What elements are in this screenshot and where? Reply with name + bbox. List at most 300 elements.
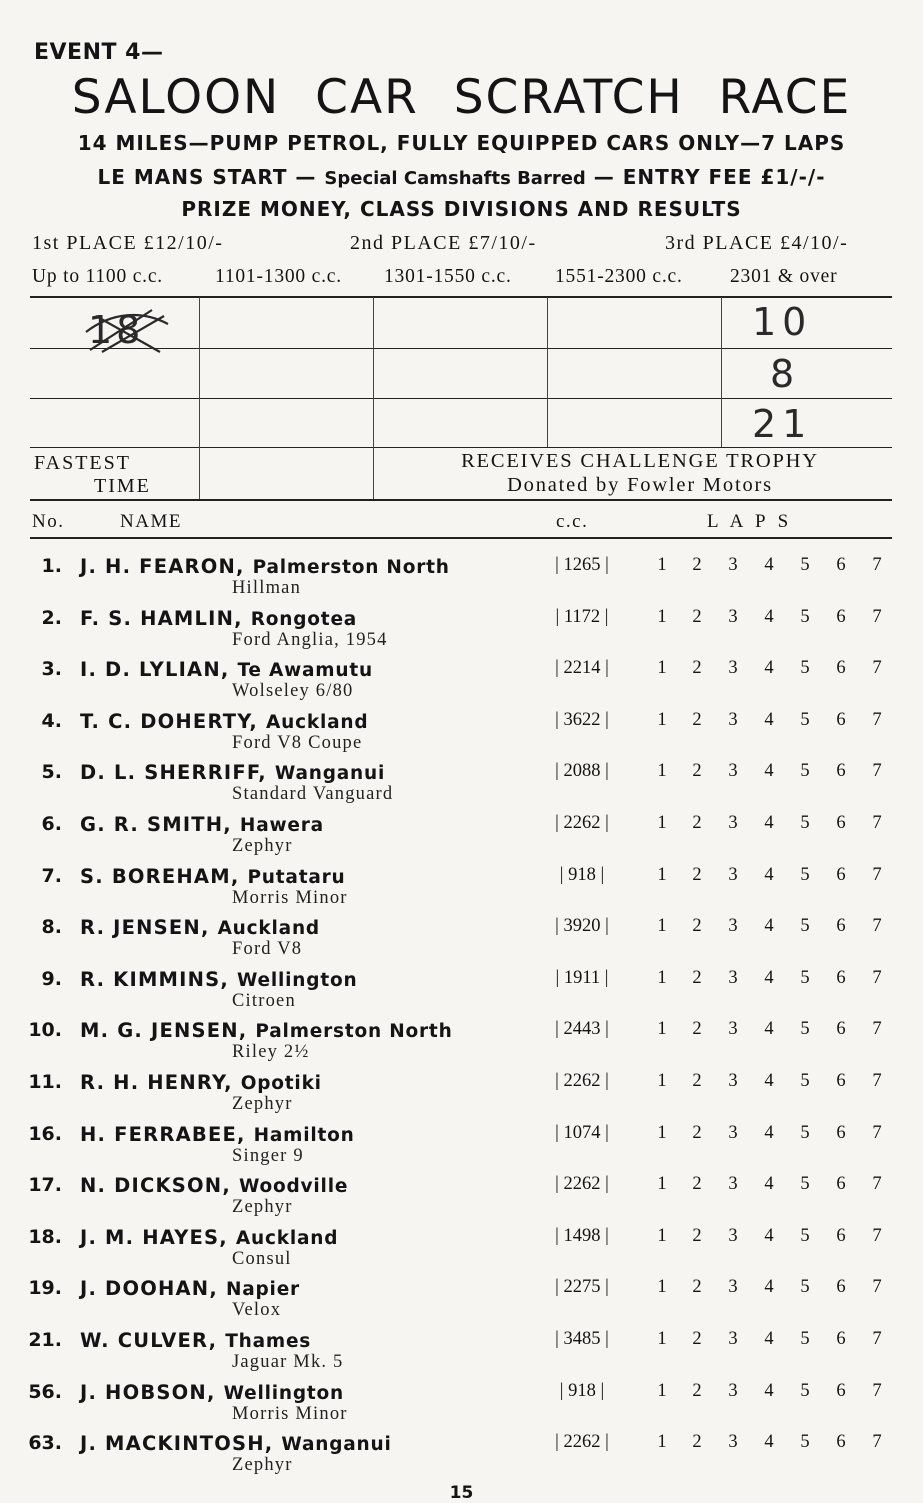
entry-car: Ford Anglia, 1954	[232, 629, 388, 650]
cc-value: 2262	[563, 813, 601, 833]
lap-number: 4	[764, 916, 774, 937]
lap-number: 3	[728, 864, 738, 885]
lap-number: 6	[836, 916, 846, 937]
cc-bracket: |	[555, 967, 564, 988]
entry-driver	[80, 1432, 392, 1455]
lap-number: 7	[872, 1122, 882, 1143]
prize-first: 1st PLACE £12/10/-	[32, 232, 224, 254]
lap-number: 7	[872, 1174, 882, 1195]
driver-name: W. CULVER,	[80, 1329, 218, 1352]
lap-number: 1	[657, 709, 667, 730]
lap-number: 5	[800, 1277, 810, 1298]
lap-number: 6	[836, 1122, 846, 1143]
cc-value: 3485	[563, 1329, 601, 1349]
entry-driver	[80, 1329, 311, 1352]
lap-number: 1	[657, 658, 667, 679]
lap-number: 1	[657, 1329, 667, 1349]
cc-bracket: |	[600, 916, 609, 937]
lap-number: 3	[728, 1277, 738, 1298]
lap-number: 5	[800, 1380, 810, 1401]
lap-number: 1	[657, 813, 667, 833]
lap-number: 3	[728, 555, 738, 575]
lap-number: 5	[800, 1019, 810, 1040]
grid-divider	[547, 297, 548, 447]
start-type: LE MANS START —	[97, 165, 325, 189]
driver-name: J. H. FEARON,	[80, 555, 245, 578]
lap-number: 7	[872, 1277, 882, 1298]
driver-name: N. DICKSON,	[80, 1174, 231, 1198]
lap-number: 6	[836, 1432, 846, 1453]
cc-value: 1265	[563, 555, 601, 575]
column-header-name: NAME	[120, 511, 182, 532]
lap-number: 5	[800, 555, 810, 575]
entry-driver	[80, 658, 373, 681]
lap-number: 3	[728, 1432, 738, 1453]
class-heading: Up to 1100 c.c.	[32, 266, 163, 287]
cc-bracket: |	[555, 813, 564, 833]
lap-number: 6	[836, 1380, 846, 1401]
lap-number: 1	[657, 1432, 667, 1453]
entry-car: Ford V8	[232, 939, 303, 960]
trophy-note	[390, 449, 890, 497]
driver-name: T. C. DOHERTY,	[80, 709, 258, 733]
cc-bracket: |	[600, 658, 609, 679]
entry-driver	[80, 1226, 338, 1249]
handwritten-result-second: 8	[770, 352, 801, 396]
entry-number: 5.	[41, 761, 62, 784]
entry-number: 2.	[41, 606, 62, 629]
entry-number: 10.	[28, 1019, 62, 1042]
entry-car: Singer 9	[232, 1145, 304, 1166]
driver-town: Auckland	[266, 711, 369, 733]
scribble-mark	[82, 302, 172, 362]
lap-number: 2	[692, 1071, 702, 1091]
entry-number: 19.	[28, 1277, 62, 1300]
lap-number: 4	[764, 1432, 774, 1453]
entry-cc	[536, 710, 628, 731]
lap-number: 1	[657, 1174, 667, 1195]
race-start-rules	[0, 165, 923, 189]
entry-cc	[536, 1071, 628, 1092]
lap-number: 5	[800, 864, 810, 885]
lap-number: 4	[764, 1380, 774, 1401]
lap-number: 3	[728, 658, 738, 679]
column-header-no: No.	[32, 511, 65, 532]
entry-fee: — ENTRY FEE £1/-/-	[585, 165, 826, 189]
entry-number: 56.	[28, 1380, 62, 1403]
entry-number: 11.	[28, 1071, 62, 1093]
entry-driver	[80, 916, 320, 939]
lap-number: 2	[692, 1019, 702, 1040]
entry-driver	[80, 865, 346, 888]
driver-town: Woodville	[238, 1176, 349, 1198]
driver-name: M. G. JENSEN,	[80, 1019, 248, 1043]
driver-town: Auckland	[235, 1227, 339, 1249]
entry-number: 3.	[41, 658, 62, 681]
entry-row	[0, 1174, 923, 1226]
entry-cc	[536, 607, 628, 628]
cc-bracket: |	[555, 1122, 564, 1143]
entry-number: 9.	[41, 967, 62, 990]
entry-row	[0, 1123, 923, 1175]
lap-number: 2	[692, 1225, 702, 1246]
lap-number: 3	[728, 1329, 738, 1349]
time-line: TIME	[94, 475, 151, 497]
lap-number: 5	[800, 1329, 810, 1349]
cc-value: 918	[568, 864, 596, 885]
cc-value: 1172	[563, 606, 601, 627]
driver-town: Hamilton	[253, 1124, 355, 1146]
lap-number: 1	[657, 761, 667, 782]
entry-row	[0, 1329, 923, 1381]
lap-number: 7	[872, 1432, 882, 1453]
lap-number: 7	[872, 1329, 882, 1349]
lap-number: 7	[872, 555, 882, 575]
lap-number: 4	[764, 709, 774, 730]
entry-cc	[536, 1226, 628, 1247]
lap-number: 2	[692, 555, 702, 575]
lap-number: 1	[657, 967, 667, 988]
class-heading: 1551-2300 c.c.	[555, 266, 683, 287]
driver-name: R. KIMMINS,	[80, 967, 229, 991]
entry-car: Zephyr	[232, 836, 293, 856]
entry-row	[0, 1071, 923, 1123]
driver-name: H. FERRABEE,	[80, 1122, 246, 1146]
entry-cc	[536, 761, 628, 782]
cc-value: 1074	[563, 1122, 601, 1143]
driver-town: Palmerston North	[252, 557, 450, 578]
page-number: 15	[449, 1483, 474, 1503]
cc-value: 1498	[563, 1225, 601, 1246]
lap-number: 6	[836, 709, 846, 730]
driver-town: Wellington	[223, 1382, 345, 1404]
cc-bracket: |	[600, 1277, 609, 1298]
lap-number: 2	[692, 761, 702, 782]
cc-bracket: |	[595, 1380, 605, 1401]
cc-value: 3622	[563, 709, 601, 730]
entry-car: Citroen	[232, 990, 296, 1011]
driver-name: S. BOREHAM,	[80, 864, 240, 888]
lap-number: 1	[657, 1380, 667, 1401]
entry-row	[0, 761, 923, 813]
driver-name: J. M. HAYES,	[80, 1225, 228, 1249]
lap-number: 6	[836, 1071, 846, 1091]
lap-number: 6	[836, 1019, 846, 1040]
entry-cc	[536, 968, 628, 989]
lap-number: 5	[800, 658, 810, 679]
lap-number: 1	[657, 555, 667, 575]
driver-name: D. L. SHERRIFF,	[80, 761, 267, 785]
lap-number: 4	[764, 1071, 774, 1091]
lap-number: 1	[657, 916, 667, 937]
driver-town: Opotiki	[240, 1073, 322, 1094]
cc-bracket: |	[555, 658, 564, 679]
lap-number: 7	[872, 658, 882, 679]
driver-name: R. H. HENRY,	[80, 1071, 233, 1094]
handwritten-result-first: 10	[752, 300, 813, 344]
lap-number: 1	[657, 1225, 667, 1246]
entry-row	[0, 968, 923, 1020]
column-header-cc: c.c.	[556, 511, 589, 532]
driver-town: Wanganui	[281, 1434, 392, 1456]
lap-number: 2	[692, 916, 702, 937]
entry-number: 16.	[28, 1122, 62, 1145]
lap-number: 1	[657, 864, 667, 885]
entry-cc	[536, 555, 628, 576]
cc-bracket: |	[559, 1380, 569, 1401]
entry-cc	[536, 1174, 628, 1195]
driver-name: J. DOOHAN,	[80, 1277, 218, 1301]
grid-line	[30, 537, 892, 539]
driver-town: Napier	[225, 1279, 300, 1301]
driver-town: Rongotea	[250, 608, 358, 630]
cc-bracket: |	[555, 761, 564, 782]
entry-row	[0, 658, 923, 710]
donor-line: Donated by Fowler Motors	[507, 474, 773, 496]
driver-name: R. JENSEN,	[80, 916, 210, 940]
entry-cc	[536, 1123, 628, 1144]
cc-value: 2088	[563, 761, 601, 782]
lap-number: 3	[728, 606, 738, 627]
lap-number: 3	[728, 1380, 738, 1401]
entry-row	[0, 1432, 923, 1484]
entry-driver	[80, 710, 368, 733]
prize-third: 3rd PLACE £4/10/-	[665, 232, 849, 254]
entry-driver	[80, 607, 357, 630]
lap-number: 6	[836, 1329, 846, 1349]
entry-car: Wolseley 6/80	[232, 681, 354, 702]
driver-name: J. MACKINTOSH,	[80, 1432, 274, 1456]
entry-cc	[536, 1329, 628, 1350]
driver-name: I. D. LYLIAN,	[80, 658, 230, 682]
lap-number: 2	[692, 1380, 702, 1401]
lap-number: 5	[800, 761, 810, 782]
lap-number: 7	[872, 1380, 882, 1401]
lap-number: 7	[872, 916, 882, 937]
event-number: EVENT 4—	[34, 40, 164, 65]
lap-number: 4	[764, 813, 774, 833]
lap-number: 7	[872, 813, 882, 833]
entry-car: Standard Vanguard	[232, 784, 394, 805]
cc-bracket: |	[555, 1432, 564, 1453]
lap-number: 2	[692, 709, 702, 730]
section-heading: PRIZE MONEY, CLASS DIVISIONS AND RESULTS	[181, 197, 742, 221]
cc-bracket: |	[600, 1122, 609, 1143]
grid-line	[30, 296, 892, 298]
entry-cc	[536, 658, 628, 679]
driver-town: Te Awamutu	[237, 660, 373, 682]
entry-car: Ford V8 Coupe	[232, 732, 363, 753]
grid-line	[30, 499, 892, 501]
entry-row	[0, 865, 923, 917]
driver-town: Wanganui	[274, 763, 386, 785]
entry-number: 7.	[41, 864, 62, 887]
cc-value: 2214	[563, 658, 601, 679]
entry-car: Consul	[232, 1248, 292, 1269]
cc-value: 2275	[563, 1277, 601, 1298]
driver-town: Palmerston North	[255, 1021, 453, 1043]
lap-number: 2	[692, 1329, 702, 1349]
entry-number: 63.	[28, 1432, 62, 1455]
cc-bracket: |	[600, 1329, 609, 1349]
cc-bracket: |	[559, 864, 569, 885]
entry-car: Zephyr	[232, 1094, 293, 1114]
entry-driver	[80, 761, 385, 784]
grid-divider	[373, 297, 374, 499]
lap-number: 6	[836, 761, 846, 782]
entry-car: Hillman	[232, 578, 302, 598]
entry-cc	[536, 1277, 628, 1298]
lap-number: 4	[764, 1122, 774, 1143]
entry-row	[0, 607, 923, 659]
entry-row	[0, 813, 923, 865]
lap-number: 2	[692, 1277, 702, 1298]
lap-number: 4	[764, 1019, 774, 1040]
entry-driver	[80, 1174, 348, 1197]
lap-number: 6	[836, 555, 846, 575]
class-heading: 2301 & over	[730, 266, 838, 287]
entry-cc	[536, 865, 628, 886]
cc-value: 2262	[563, 1174, 601, 1195]
cc-bracket: |	[555, 555, 564, 575]
column-header-laps: L A P S	[707, 511, 793, 532]
cc-bracket: |	[600, 1174, 609, 1195]
entry-row	[0, 1019, 923, 1071]
entry-car: Zephyr	[232, 1197, 293, 1218]
crossed-number: 18	[88, 308, 145, 352]
entry-number: 6.	[41, 813, 62, 835]
entry-driver	[80, 1123, 355, 1146]
cc-bracket: |	[600, 709, 609, 730]
entry-row	[0, 555, 923, 607]
cc-value: 2262	[563, 1071, 601, 1091]
lap-number: 3	[728, 916, 738, 937]
entry-row	[0, 1226, 923, 1278]
entry-driver	[80, 1381, 344, 1404]
grid-divider	[199, 297, 200, 499]
lap-number: 6	[836, 606, 846, 627]
entry-cc	[536, 1381, 628, 1402]
lap-number: 1	[657, 1071, 667, 1091]
entry-cc	[536, 916, 628, 937]
lap-number: 4	[764, 658, 774, 679]
class-heading: 1301-1550 c.c.	[384, 266, 512, 287]
fastest-line: FASTEST	[34, 452, 131, 474]
lap-number: 4	[764, 1329, 774, 1349]
lap-number: 5	[800, 1432, 810, 1453]
entry-driver	[80, 813, 324, 836]
lap-number: 7	[872, 606, 882, 627]
cc-bracket: |	[555, 1174, 564, 1195]
lap-number: 3	[728, 813, 738, 833]
prize-second: 2nd PLACE £7/10/-	[350, 232, 537, 254]
cc-bracket: |	[555, 1329, 564, 1349]
lap-number: 1	[657, 606, 667, 627]
cc-bracket: |	[600, 813, 609, 833]
lap-number: 5	[800, 916, 810, 937]
entry-driver	[80, 968, 357, 991]
entry-driver	[80, 555, 450, 578]
cc-bracket: |	[600, 1225, 609, 1246]
cc-bracket: |	[600, 606, 609, 627]
lap-number: 5	[800, 967, 810, 988]
camshaft-rule: Special Camshafts Barred	[324, 168, 586, 189]
cc-bracket: |	[555, 916, 564, 937]
entry-row	[0, 916, 923, 968]
entry-car: Velox	[232, 1300, 282, 1321]
grid-line	[30, 447, 892, 448]
cc-bracket: |	[555, 709, 564, 730]
handwritten-result-third: 21	[752, 402, 813, 446]
lap-number: 3	[728, 1225, 738, 1246]
cc-value: 1911	[563, 967, 601, 988]
lap-number: 1	[657, 1019, 667, 1040]
lap-number: 2	[692, 813, 702, 833]
cc-bracket: |	[600, 555, 609, 575]
lap-number: 5	[800, 1071, 810, 1091]
lap-number: 5	[800, 606, 810, 627]
lap-number: 6	[836, 1225, 846, 1246]
cc-bracket: |	[555, 1225, 564, 1246]
entry-driver	[80, 1277, 300, 1300]
cc-bracket: |	[555, 1277, 564, 1298]
cc-bracket: |	[555, 606, 564, 627]
lap-number: 7	[872, 1071, 882, 1091]
cc-value: 918	[568, 1380, 596, 1401]
cc-bracket: |	[600, 1071, 609, 1091]
entry-cc	[536, 1019, 628, 1040]
trophy-line: RECEIVES CHALLENGE TROPHY	[461, 450, 819, 472]
driver-town: Thames	[225, 1331, 312, 1352]
lap-number: 1	[657, 1122, 667, 1143]
lap-number: 5	[800, 813, 810, 833]
entry-row	[0, 1381, 923, 1433]
lap-number: 7	[872, 864, 882, 885]
cc-bracket: |	[600, 761, 609, 782]
driver-town: Putataru	[247, 866, 346, 888]
lap-number: 7	[872, 761, 882, 782]
driver-town: Auckland	[217, 918, 320, 940]
entry-car: Jaguar Mk. 5	[232, 1352, 344, 1372]
lap-number: 7	[872, 1019, 882, 1040]
lap-number: 4	[764, 1174, 774, 1195]
lap-number: 7	[872, 967, 882, 988]
cc-value: 2262	[563, 1432, 601, 1453]
lap-number: 6	[836, 1277, 846, 1298]
lap-number: 5	[800, 1225, 810, 1246]
fastest-time-label	[34, 452, 151, 498]
class-heading: 1101-1300 c.c.	[215, 266, 342, 287]
lap-number: 6	[836, 1174, 846, 1195]
lap-number: 1	[657, 1277, 667, 1298]
lap-number: 4	[764, 555, 774, 575]
driver-name: J. HOBSON,	[80, 1380, 216, 1404]
entry-row	[0, 1277, 923, 1329]
lap-number: 3	[728, 761, 738, 782]
cc-bracket: |	[600, 967, 609, 988]
lap-number: 4	[764, 606, 774, 627]
entry-driver	[80, 1071, 322, 1094]
lap-number: 6	[836, 864, 846, 885]
entry-number: 21.	[28, 1329, 62, 1351]
driver-name: G. R. SMITH,	[80, 813, 232, 836]
lap-number: 3	[728, 967, 738, 988]
lap-number: 6	[836, 813, 846, 833]
lap-number: 4	[764, 1277, 774, 1298]
lap-number: 3	[728, 1174, 738, 1195]
lap-number: 5	[800, 1174, 810, 1195]
entry-cc	[536, 1432, 628, 1453]
